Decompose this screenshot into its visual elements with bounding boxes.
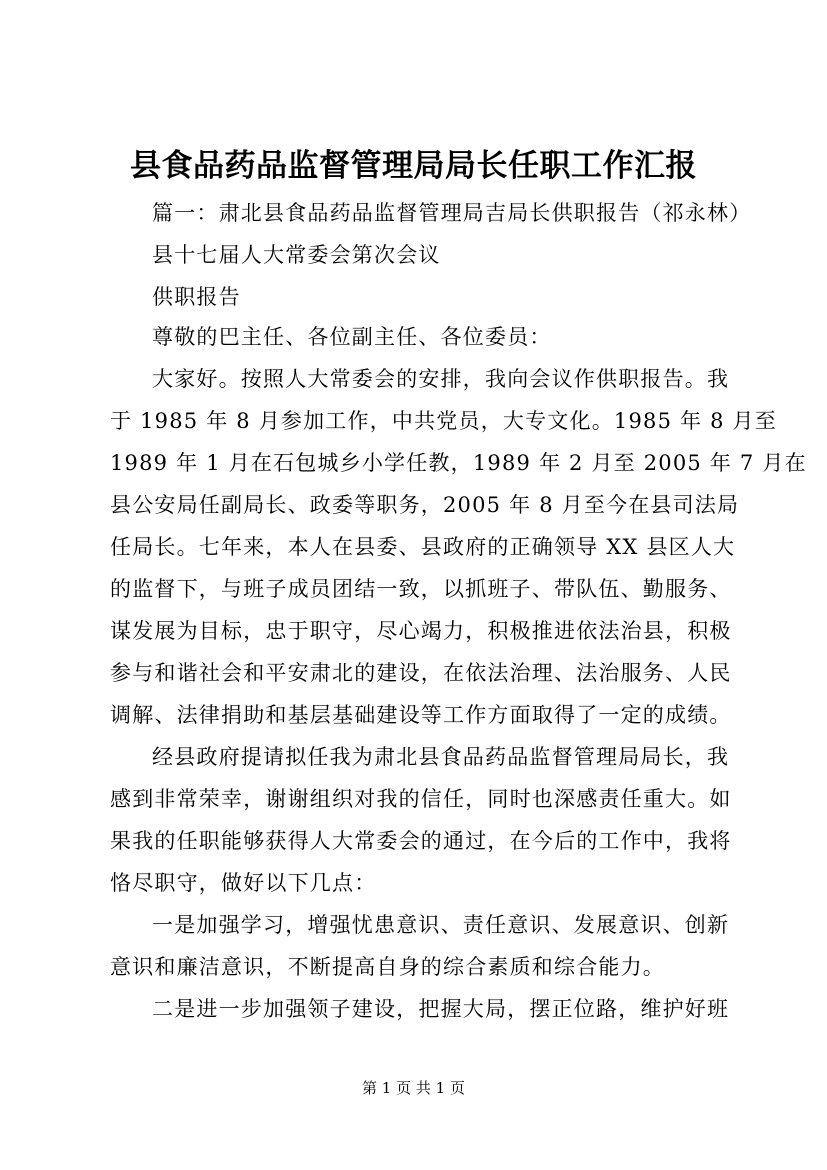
text-line: 于 1985 年 8 月参加工作，中共党员，大专文化。1985 年 8 月至: [110, 409, 777, 433]
text-line: 参与和谐社会和平安肃北的建设，在依法治理、法治服务、人民: [110, 661, 732, 685]
text-line: 谋发展为目标，忠于职守，尽心竭力，积极推进依法治县，积极: [110, 619, 732, 643]
text-line: 县十七届人大常委会第次会议: [152, 243, 441, 267]
text-line: 感到非常荣幸，谢谢组织对我的信任，同时也深感责任重大。如: [110, 787, 732, 811]
text-line: 的监督下，与班子成员团结一致，以抓班子、带队伍、勤服务、: [110, 577, 732, 601]
page-number-footer: 第 1 页 共 1 页: [362, 1079, 465, 1097]
text-line: 调解、法律捐助和基层基础建设等工作方面取得了一定的成绩。: [110, 703, 732, 727]
text-line: 任局长。七年来，本人在县委、县政府的正确领导 XX 县区人大: [110, 535, 736, 559]
document-title: 县食品药品监督管理局局长任职工作汇报: [130, 148, 697, 184]
text-line: 一是加强学习，增强忧患意识、责任意识、发展意识、创新: [152, 913, 730, 937]
text-line: 1989 年 1 月在石包城乡小学任教，1989 年 2 月至 2005 年 7 月在: [110, 451, 807, 475]
text-line: 篇一：肃北县食品药品监督管理局吉局长供职报告（祁永林）: [152, 201, 752, 225]
text-line: 果我的任职能够获得人大常委会的通过，在今后的工作中，我将: [110, 829, 732, 853]
text-line: 尊敬的巴主任、各位副主任、各位委员：: [152, 325, 552, 349]
text-line: 经县政府提请拟任我为肃北县食品药品监督管理局局长，我: [152, 745, 730, 769]
text-line: 恪尽职守，做好以下几点：: [110, 871, 377, 895]
text-line: 意识和廉洁意识，不断提高自身的综合素质和综合能力。: [110, 955, 665, 979]
text-line: 县公安局任副局长、政委等职务，2005 年 8 月至今在县司法局: [110, 493, 740, 517]
text-line: 大家好。按照人大常委会的安排，我向会议作供职报告。我: [152, 367, 730, 391]
text-line: 供职报告: [152, 285, 241, 309]
text-line: 二是进一步加强领子建设，把握大局，摆正位路，维护好班: [152, 997, 730, 1021]
